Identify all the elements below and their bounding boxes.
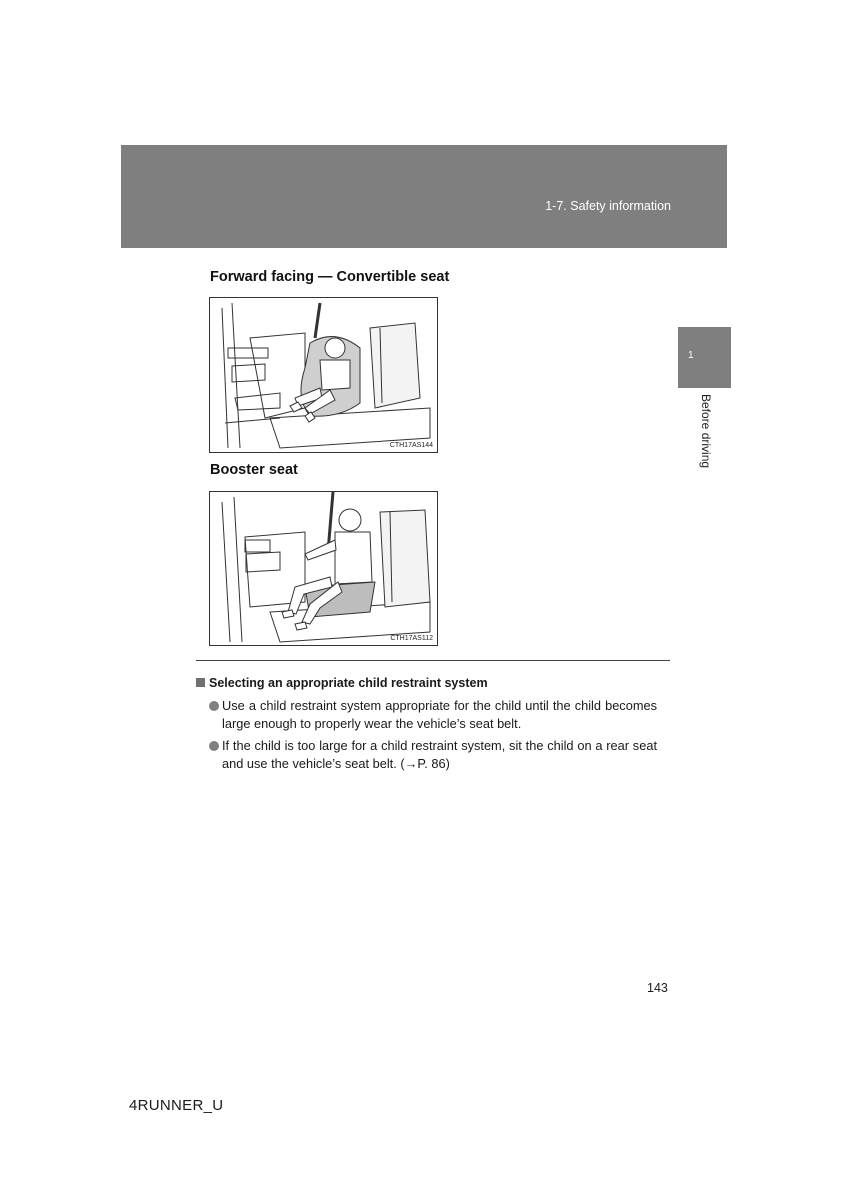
figure-code: CTH17AS144 bbox=[389, 442, 433, 449]
figure-booster-seat bbox=[209, 491, 438, 646]
footer-model-code: 4RUNNER_U bbox=[129, 1097, 224, 1114]
header-band bbox=[121, 145, 727, 248]
section-heading bbox=[196, 676, 488, 690]
bullet-dot-icon bbox=[209, 701, 219, 711]
bullet-text: If the child is too large for a child restraint system, sit the child on a rear seat and use the vehicle’s seat belt. (→P. 86) bbox=[222, 738, 657, 771]
chapter-tab bbox=[678, 327, 731, 388]
figure-heading-booster: Booster seat bbox=[210, 462, 298, 478]
figure-heading-convertible: Forward facing — Convertible seat bbox=[210, 269, 450, 285]
page-number: 143 bbox=[647, 981, 668, 995]
section-title-header: 1-7. Safety information bbox=[545, 199, 671, 213]
convertible-seat-illustration bbox=[210, 298, 437, 452]
bullet-dot-icon bbox=[209, 741, 219, 751]
booster-seat-illustration bbox=[210, 492, 437, 645]
chapter-label: Before driving bbox=[699, 394, 713, 469]
figure-code: CTH17AS112 bbox=[390, 635, 433, 642]
bullet-item bbox=[222, 737, 657, 773]
square-bullet-icon bbox=[196, 678, 205, 687]
figure-convertible-seat bbox=[209, 297, 438, 453]
bullet-text: Use a child restraint system appropriate for the child until the child becomes large enough to properly wear the vehicle’s seat belt. bbox=[222, 698, 657, 731]
chapter-number: 1 bbox=[688, 350, 694, 361]
section-heading-text: Selecting an appropriate child restraint system bbox=[209, 676, 488, 690]
section-divider bbox=[196, 660, 670, 661]
bullet-item bbox=[222, 697, 657, 733]
